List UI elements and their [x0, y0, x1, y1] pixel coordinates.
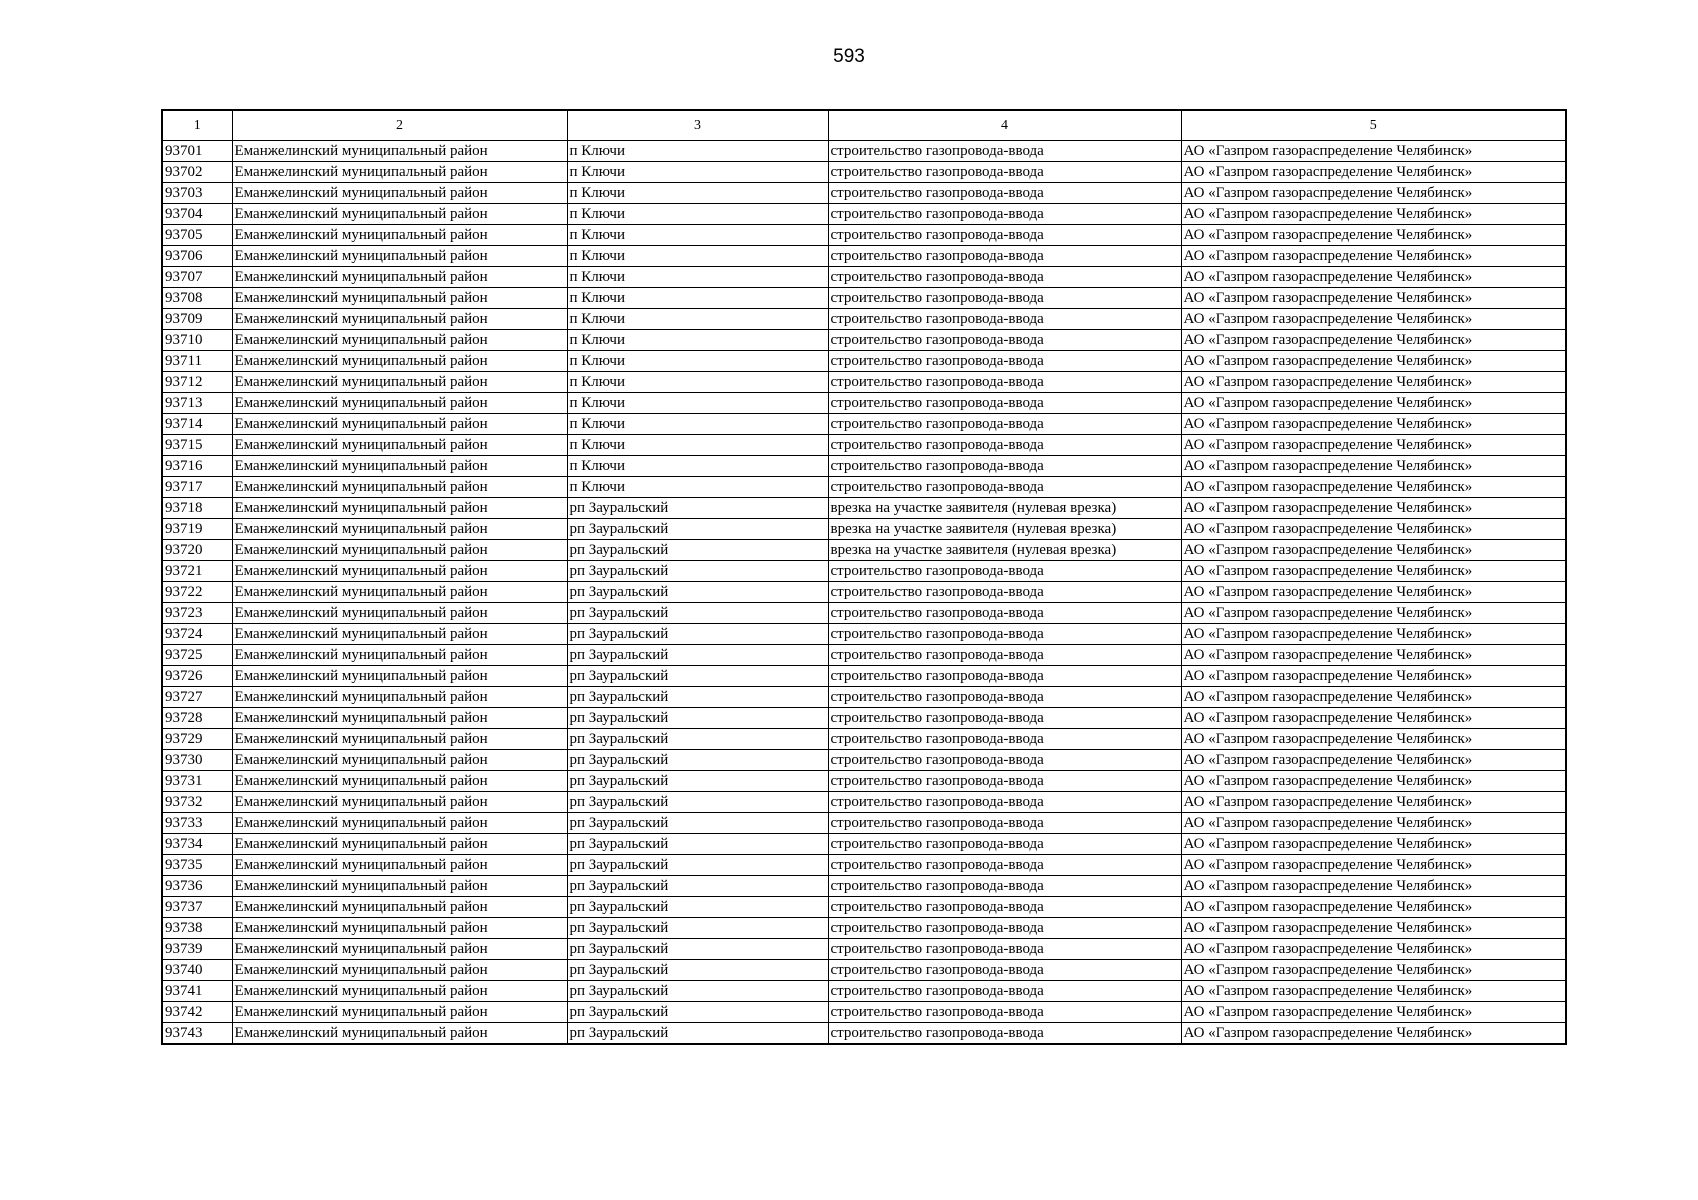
- settlement-cell: п Ключи: [567, 414, 828, 435]
- row-number-cell: 93723: [162, 603, 232, 624]
- work-type-cell: строительство газопровода-ввода: [828, 582, 1181, 603]
- row-number-cell: 93716: [162, 456, 232, 477]
- table-row: [162, 246, 1566, 267]
- organization-cell: АО «Газпром газораспределение Челябинск»: [1181, 876, 1566, 897]
- settlement-cell: рп Зауральский: [567, 876, 828, 897]
- work-type-cell: строительство газопровода-ввода: [828, 162, 1181, 183]
- work-type-cell: строительство газопровода-ввода: [828, 729, 1181, 750]
- organization-cell: АО «Газпром газораспределение Челябинск»: [1181, 813, 1566, 834]
- table-row: [162, 981, 1566, 1002]
- row-number-cell: 93725: [162, 645, 232, 666]
- organization-cell: АО «Газпром газораспределение Челябинск»: [1181, 372, 1566, 393]
- settlement-cell: п Ключи: [567, 204, 828, 225]
- settlement-cell: рп Зауральский: [567, 624, 828, 645]
- district-cell: Еманжелинский муниципальный район: [232, 267, 567, 288]
- table-row: [162, 330, 1566, 351]
- row-number-cell: 93732: [162, 792, 232, 813]
- district-cell: Еманжелинский муниципальный район: [232, 288, 567, 309]
- row-number-cell: 93728: [162, 708, 232, 729]
- settlement-cell: п Ключи: [567, 477, 828, 498]
- work-type-cell: строительство газопровода-ввода: [828, 1002, 1181, 1023]
- table-header: [162, 110, 1566, 141]
- settlement-cell: рп Зауральский: [567, 519, 828, 540]
- settlement-cell: рп Зауральский: [567, 687, 828, 708]
- settlement-cell: рп Зауральский: [567, 729, 828, 750]
- table-row: [162, 855, 1566, 876]
- organization-cell: АО «Газпром газораспределение Челябинск»: [1181, 162, 1566, 183]
- table-row: [162, 918, 1566, 939]
- table-row: [162, 393, 1566, 414]
- work-type-cell: строительство газопровода-ввода: [828, 246, 1181, 267]
- row-number-cell: 93719: [162, 519, 232, 540]
- settlement-cell: п Ключи: [567, 288, 828, 309]
- row-number-cell: 93740: [162, 960, 232, 981]
- work-type-cell: строительство газопровода-ввода: [828, 981, 1181, 1002]
- row-number-cell: 93737: [162, 897, 232, 918]
- row-number-cell: 93734: [162, 834, 232, 855]
- table-row: [162, 141, 1566, 162]
- settlement-cell: п Ключи: [567, 393, 828, 414]
- organization-cell: АО «Газпром газораспределение Челябинск»: [1181, 918, 1566, 939]
- work-type-cell: строительство газопровода-ввода: [828, 561, 1181, 582]
- work-type-cell: врезка на участке заявителя (нулевая врезка): [828, 519, 1181, 540]
- settlement-cell: рп Зауральский: [567, 771, 828, 792]
- table-row: [162, 351, 1566, 372]
- district-cell: Еманжелинский муниципальный район: [232, 582, 567, 603]
- work-type-cell: строительство газопровода-ввода: [828, 645, 1181, 666]
- row-number-cell: 93701: [162, 141, 232, 162]
- table-row: [162, 1002, 1566, 1023]
- table-row: [162, 456, 1566, 477]
- row-number-cell: 93733: [162, 813, 232, 834]
- organization-cell: АО «Газпром газораспределение Челябинск»: [1181, 603, 1566, 624]
- table-row: [162, 624, 1566, 645]
- row-number-cell: 93722: [162, 582, 232, 603]
- district-cell: Еманжелинский муниципальный район: [232, 834, 567, 855]
- organization-cell: АО «Газпром газораспределение Челябинск»: [1181, 309, 1566, 330]
- settlement-cell: рп Зауральский: [567, 792, 828, 813]
- organization-cell: АО «Газпром газораспределение Челябинск»: [1181, 519, 1566, 540]
- row-number-cell: 93741: [162, 981, 232, 1002]
- district-cell: Еманжелинский муниципальный район: [232, 540, 567, 561]
- organization-cell: АО «Газпром газораспределение Челябинск»: [1181, 666, 1566, 687]
- district-cell: Еманжелинский муниципальный район: [232, 561, 567, 582]
- work-type-cell: строительство газопровода-ввода: [828, 939, 1181, 960]
- settlement-cell: рп Зауральский: [567, 981, 828, 1002]
- row-number-cell: 93731: [162, 771, 232, 792]
- settlement-cell: рп Зауральский: [567, 582, 828, 603]
- work-type-cell: строительство газопровода-ввода: [828, 876, 1181, 897]
- district-cell: Еманжелинский муниципальный район: [232, 876, 567, 897]
- row-number-cell: 93715: [162, 435, 232, 456]
- organization-cell: АО «Газпром газораспределение Челябинск»: [1181, 855, 1566, 876]
- organization-cell: АО «Газпром газораспределение Челябинск»: [1181, 246, 1566, 267]
- registry-table: [161, 109, 1567, 1045]
- table-row: [162, 288, 1566, 309]
- district-cell: Еманжелинский муниципальный район: [232, 393, 567, 414]
- settlement-cell: рп Зауральский: [567, 834, 828, 855]
- work-type-cell: строительство газопровода-ввода: [828, 750, 1181, 771]
- settlement-cell: рп Зауральский: [567, 960, 828, 981]
- work-type-cell: строительство газопровода-ввода: [828, 309, 1181, 330]
- district-cell: Еманжелинский муниципальный район: [232, 666, 567, 687]
- organization-cell: АО «Газпром газораспределение Челябинск»: [1181, 498, 1566, 519]
- settlement-cell: рп Зауральский: [567, 540, 828, 561]
- settlement-cell: рп Зауральский: [567, 498, 828, 519]
- organization-cell: АО «Газпром газораспределение Челябинск»: [1181, 645, 1566, 666]
- organization-cell: АО «Газпром газораспределение Челябинск»: [1181, 1023, 1566, 1045]
- table-row: [162, 204, 1566, 225]
- organization-cell: АО «Газпром газораспределение Челябинск»: [1181, 1002, 1566, 1023]
- settlement-cell: рп Зауральский: [567, 939, 828, 960]
- row-number-cell: 93713: [162, 393, 232, 414]
- work-type-cell: строительство газопровода-ввода: [828, 330, 1181, 351]
- row-number-cell: 93743: [162, 1023, 232, 1045]
- settlement-cell: рп Зауральский: [567, 1002, 828, 1023]
- district-cell: Еманжелинский муниципальный район: [232, 687, 567, 708]
- header-row: [162, 110, 1566, 141]
- district-cell: Еманжелинский муниципальный район: [232, 1023, 567, 1045]
- settlement-cell: п Ключи: [567, 162, 828, 183]
- column-header: 3: [567, 110, 828, 141]
- table-row: [162, 792, 1566, 813]
- work-type-cell: строительство газопровода-ввода: [828, 141, 1181, 162]
- settlement-cell: п Ключи: [567, 330, 828, 351]
- settlement-cell: п Ключи: [567, 225, 828, 246]
- settlement-cell: рп Зауральский: [567, 918, 828, 939]
- table-row: [162, 477, 1566, 498]
- organization-cell: АО «Газпром газораспределение Челябинск»: [1181, 456, 1566, 477]
- row-number-cell: 93742: [162, 1002, 232, 1023]
- row-number-cell: 93730: [162, 750, 232, 771]
- row-number-cell: 93705: [162, 225, 232, 246]
- row-number-cell: 93727: [162, 687, 232, 708]
- organization-cell: АО «Газпром газораспределение Челябинск»: [1181, 351, 1566, 372]
- table-row: [162, 540, 1566, 561]
- settlement-cell: п Ключи: [567, 351, 828, 372]
- settlement-cell: рп Зауральский: [567, 1023, 828, 1045]
- district-cell: Еманжелинский муниципальный район: [232, 708, 567, 729]
- district-cell: Еманжелинский муниципальный район: [232, 330, 567, 351]
- table-row: [162, 435, 1566, 456]
- work-type-cell: строительство газопровода-ввода: [828, 414, 1181, 435]
- table-row: [162, 708, 1566, 729]
- settlement-cell: п Ключи: [567, 246, 828, 267]
- work-type-cell: строительство газопровода-ввода: [828, 183, 1181, 204]
- settlement-cell: рп Зауральский: [567, 708, 828, 729]
- settlement-cell: рп Зауральский: [567, 897, 828, 918]
- table-row: [162, 519, 1566, 540]
- organization-cell: АО «Газпром газораспределение Челябинск»: [1181, 897, 1566, 918]
- work-type-cell: строительство газопровода-ввода: [828, 855, 1181, 876]
- table-row: [162, 897, 1566, 918]
- table-row: [162, 771, 1566, 792]
- organization-cell: АО «Газпром газораспределение Челябинск»: [1181, 771, 1566, 792]
- district-cell: Еманжелинский муниципальный район: [232, 498, 567, 519]
- district-cell: Еманжелинский муниципальный район: [232, 414, 567, 435]
- organization-cell: АО «Газпром газораспределение Челябинск»: [1181, 288, 1566, 309]
- organization-cell: АО «Газпром газораспределение Челябинск»: [1181, 750, 1566, 771]
- settlement-cell: рп Зауральский: [567, 855, 828, 876]
- work-type-cell: строительство газопровода-ввода: [828, 624, 1181, 645]
- district-cell: Еманжелинский муниципальный район: [232, 456, 567, 477]
- district-cell: Еманжелинский муниципальный район: [232, 792, 567, 813]
- table-row: [162, 939, 1566, 960]
- row-number-cell: 93739: [162, 939, 232, 960]
- settlement-cell: рп Зауральский: [567, 603, 828, 624]
- row-number-cell: 93708: [162, 288, 232, 309]
- district-cell: Еманжелинский муниципальный район: [232, 939, 567, 960]
- work-type-cell: строительство газопровода-ввода: [828, 603, 1181, 624]
- work-type-cell: строительство газопровода-ввода: [828, 456, 1181, 477]
- row-number-cell: 93736: [162, 876, 232, 897]
- district-cell: Еманжелинский муниципальный район: [232, 141, 567, 162]
- district-cell: Еманжелинский муниципальный район: [232, 183, 567, 204]
- district-cell: Еманжелинский муниципальный район: [232, 1002, 567, 1023]
- row-number-cell: 93704: [162, 204, 232, 225]
- work-type-cell: строительство газопровода-ввода: [828, 834, 1181, 855]
- district-cell: Еманжелинский муниципальный район: [232, 813, 567, 834]
- table-row: [162, 162, 1566, 183]
- work-type-cell: строительство газопровода-ввода: [828, 477, 1181, 498]
- organization-cell: АО «Газпром газораспределение Челябинск»: [1181, 183, 1566, 204]
- work-type-cell: строительство газопровода-ввода: [828, 1023, 1181, 1045]
- table-row: [162, 813, 1566, 834]
- organization-cell: АО «Газпром газораспределение Челябинск»: [1181, 792, 1566, 813]
- table-row: [162, 183, 1566, 204]
- settlement-cell: рп Зауральский: [567, 645, 828, 666]
- district-cell: Еманжелинский муниципальный район: [232, 204, 567, 225]
- row-number-cell: 93721: [162, 561, 232, 582]
- organization-cell: АО «Газпром газораспределение Челябинск»: [1181, 435, 1566, 456]
- table-row: [162, 729, 1566, 750]
- settlement-cell: рп Зауральский: [567, 813, 828, 834]
- organization-cell: АО «Газпром газораспределение Челябинск»: [1181, 708, 1566, 729]
- work-type-cell: строительство газопровода-ввода: [828, 225, 1181, 246]
- row-number-cell: 93718: [162, 498, 232, 519]
- work-type-cell: строительство газопровода-ввода: [828, 792, 1181, 813]
- settlement-cell: п Ключи: [567, 372, 828, 393]
- row-number-cell: 93702: [162, 162, 232, 183]
- row-number-cell: 93717: [162, 477, 232, 498]
- table-row: [162, 498, 1566, 519]
- organization-cell: АО «Газпром газораспределение Челябинск»: [1181, 981, 1566, 1002]
- district-cell: Еманжелинский муниципальный район: [232, 162, 567, 183]
- organization-cell: АО «Газпром газораспределение Челябинск»: [1181, 267, 1566, 288]
- settlement-cell: рп Зауральский: [567, 750, 828, 771]
- settlement-cell: п Ключи: [567, 309, 828, 330]
- district-cell: Еманжелинский муниципальный район: [232, 309, 567, 330]
- work-type-cell: строительство газопровода-ввода: [828, 708, 1181, 729]
- settlement-cell: п Ключи: [567, 183, 828, 204]
- work-type-cell: строительство газопровода-ввода: [828, 288, 1181, 309]
- table-body: [162, 141, 1566, 1045]
- settlement-cell: п Ключи: [567, 456, 828, 477]
- district-cell: Еманжелинский муниципальный район: [232, 645, 567, 666]
- work-type-cell: строительство газопровода-ввода: [828, 351, 1181, 372]
- organization-cell: АО «Газпром газораспределение Челябинск»: [1181, 204, 1566, 225]
- district-cell: Еманжелинский муниципальный район: [232, 771, 567, 792]
- settlement-cell: п Ключи: [567, 141, 828, 162]
- work-type-cell: строительство газопровода-ввода: [828, 267, 1181, 288]
- district-cell: Еманжелинский муниципальный район: [232, 897, 567, 918]
- district-cell: Еманжелинский муниципальный район: [232, 246, 567, 267]
- district-cell: Еманжелинский муниципальный район: [232, 435, 567, 456]
- work-type-cell: строительство газопровода-ввода: [828, 204, 1181, 225]
- district-cell: Еманжелинский муниципальный район: [232, 519, 567, 540]
- row-number-cell: 93703: [162, 183, 232, 204]
- row-number-cell: 93707: [162, 267, 232, 288]
- district-cell: Еманжелинский муниципальный район: [232, 855, 567, 876]
- table-row: [162, 645, 1566, 666]
- organization-cell: АО «Газпром газораспределение Челябинск»: [1181, 540, 1566, 561]
- organization-cell: АО «Газпром газораспределение Челябинск»: [1181, 834, 1566, 855]
- table-row: [162, 1023, 1566, 1045]
- work-type-cell: врезка на участке заявителя (нулевая врезка): [828, 498, 1181, 519]
- work-type-cell: строительство газопровода-ввода: [828, 372, 1181, 393]
- organization-cell: АО «Газпром газораспределение Челябинск»: [1181, 624, 1566, 645]
- table-row: [162, 687, 1566, 708]
- table-row: [162, 834, 1566, 855]
- organization-cell: АО «Газпром газораспределение Челябинск»: [1181, 687, 1566, 708]
- organization-cell: АО «Газпром газораспределение Челябинск»: [1181, 393, 1566, 414]
- organization-cell: АО «Газпром газораспределение Челябинск»: [1181, 225, 1566, 246]
- table-row: [162, 225, 1566, 246]
- work-type-cell: строительство газопровода-ввода: [828, 918, 1181, 939]
- organization-cell: АО «Газпром газораспределение Челябинск»: [1181, 582, 1566, 603]
- work-type-cell: строительство газопровода-ввода: [828, 897, 1181, 918]
- row-number-cell: 93711: [162, 351, 232, 372]
- district-cell: Еманжелинский муниципальный район: [232, 225, 567, 246]
- settlement-cell: п Ключи: [567, 267, 828, 288]
- district-cell: Еманжелинский муниципальный район: [232, 729, 567, 750]
- work-type-cell: строительство газопровода-ввода: [828, 435, 1181, 456]
- district-cell: Еманжелинский муниципальный район: [232, 477, 567, 498]
- row-number-cell: 93720: [162, 540, 232, 561]
- organization-cell: АО «Газпром газораспределение Челябинск»: [1181, 729, 1566, 750]
- column-header: 2: [232, 110, 567, 141]
- organization-cell: АО «Газпром газораспределение Челябинск»: [1181, 939, 1566, 960]
- row-number-cell: 93724: [162, 624, 232, 645]
- row-number-cell: 93714: [162, 414, 232, 435]
- table-row: [162, 876, 1566, 897]
- row-number-cell: 93712: [162, 372, 232, 393]
- table-row: [162, 750, 1566, 771]
- table-row: [162, 582, 1566, 603]
- page-number: 593: [833, 46, 865, 67]
- row-number-cell: 93709: [162, 309, 232, 330]
- work-type-cell: врезка на участке заявителя (нулевая врезка): [828, 540, 1181, 561]
- work-type-cell: строительство газопровода-ввода: [828, 666, 1181, 687]
- district-cell: Еманжелинский муниципальный район: [232, 603, 567, 624]
- settlement-cell: п Ключи: [567, 435, 828, 456]
- work-type-cell: строительство газопровода-ввода: [828, 813, 1181, 834]
- row-number-cell: 93726: [162, 666, 232, 687]
- row-number-cell: 93706: [162, 246, 232, 267]
- organization-cell: АО «Газпром газораспределение Челябинск»: [1181, 330, 1566, 351]
- column-header: 1: [162, 110, 232, 141]
- work-type-cell: строительство газопровода-ввода: [828, 687, 1181, 708]
- work-type-cell: строительство газопровода-ввода: [828, 771, 1181, 792]
- district-cell: Еманжелинский муниципальный район: [232, 351, 567, 372]
- table-row: [162, 960, 1566, 981]
- organization-cell: АО «Газпром газораспределение Челябинск»: [1181, 414, 1566, 435]
- row-number-cell: 93735: [162, 855, 232, 876]
- organization-cell: АО «Газпром газораспределение Челябинск»: [1181, 960, 1566, 981]
- work-type-cell: строительство газопровода-ввода: [828, 393, 1181, 414]
- settlement-cell: рп Зауральский: [567, 561, 828, 582]
- settlement-cell: рп Зауральский: [567, 666, 828, 687]
- district-cell: Еманжелинский муниципальный район: [232, 750, 567, 771]
- district-cell: Еманжелинский муниципальный район: [232, 372, 567, 393]
- district-cell: Еманжелинский муниципальный район: [232, 981, 567, 1002]
- row-number-cell: 93738: [162, 918, 232, 939]
- district-cell: Еманжелинский муниципальный район: [232, 624, 567, 645]
- column-header: 4: [828, 110, 1181, 141]
- table-row: [162, 561, 1566, 582]
- row-number-cell: 93710: [162, 330, 232, 351]
- table-row: [162, 603, 1566, 624]
- work-type-cell: строительство газопровода-ввода: [828, 960, 1181, 981]
- row-number-cell: 93729: [162, 729, 232, 750]
- organization-cell: АО «Газпром газораспределение Челябинск»: [1181, 561, 1566, 582]
- district-cell: Еманжелинский муниципальный район: [232, 960, 567, 981]
- organization-cell: АО «Газпром газораспределение Челябинск»: [1181, 477, 1566, 498]
- organization-cell: АО «Газпром газораспределение Челябинск»: [1181, 141, 1566, 162]
- table-row: [162, 666, 1566, 687]
- table-row: [162, 414, 1566, 435]
- table-row: [162, 267, 1566, 288]
- district-cell: Еманжелинский муниципальный район: [232, 918, 567, 939]
- column-header: 5: [1181, 110, 1566, 141]
- table-row: [162, 309, 1566, 330]
- table-row: [162, 372, 1566, 393]
